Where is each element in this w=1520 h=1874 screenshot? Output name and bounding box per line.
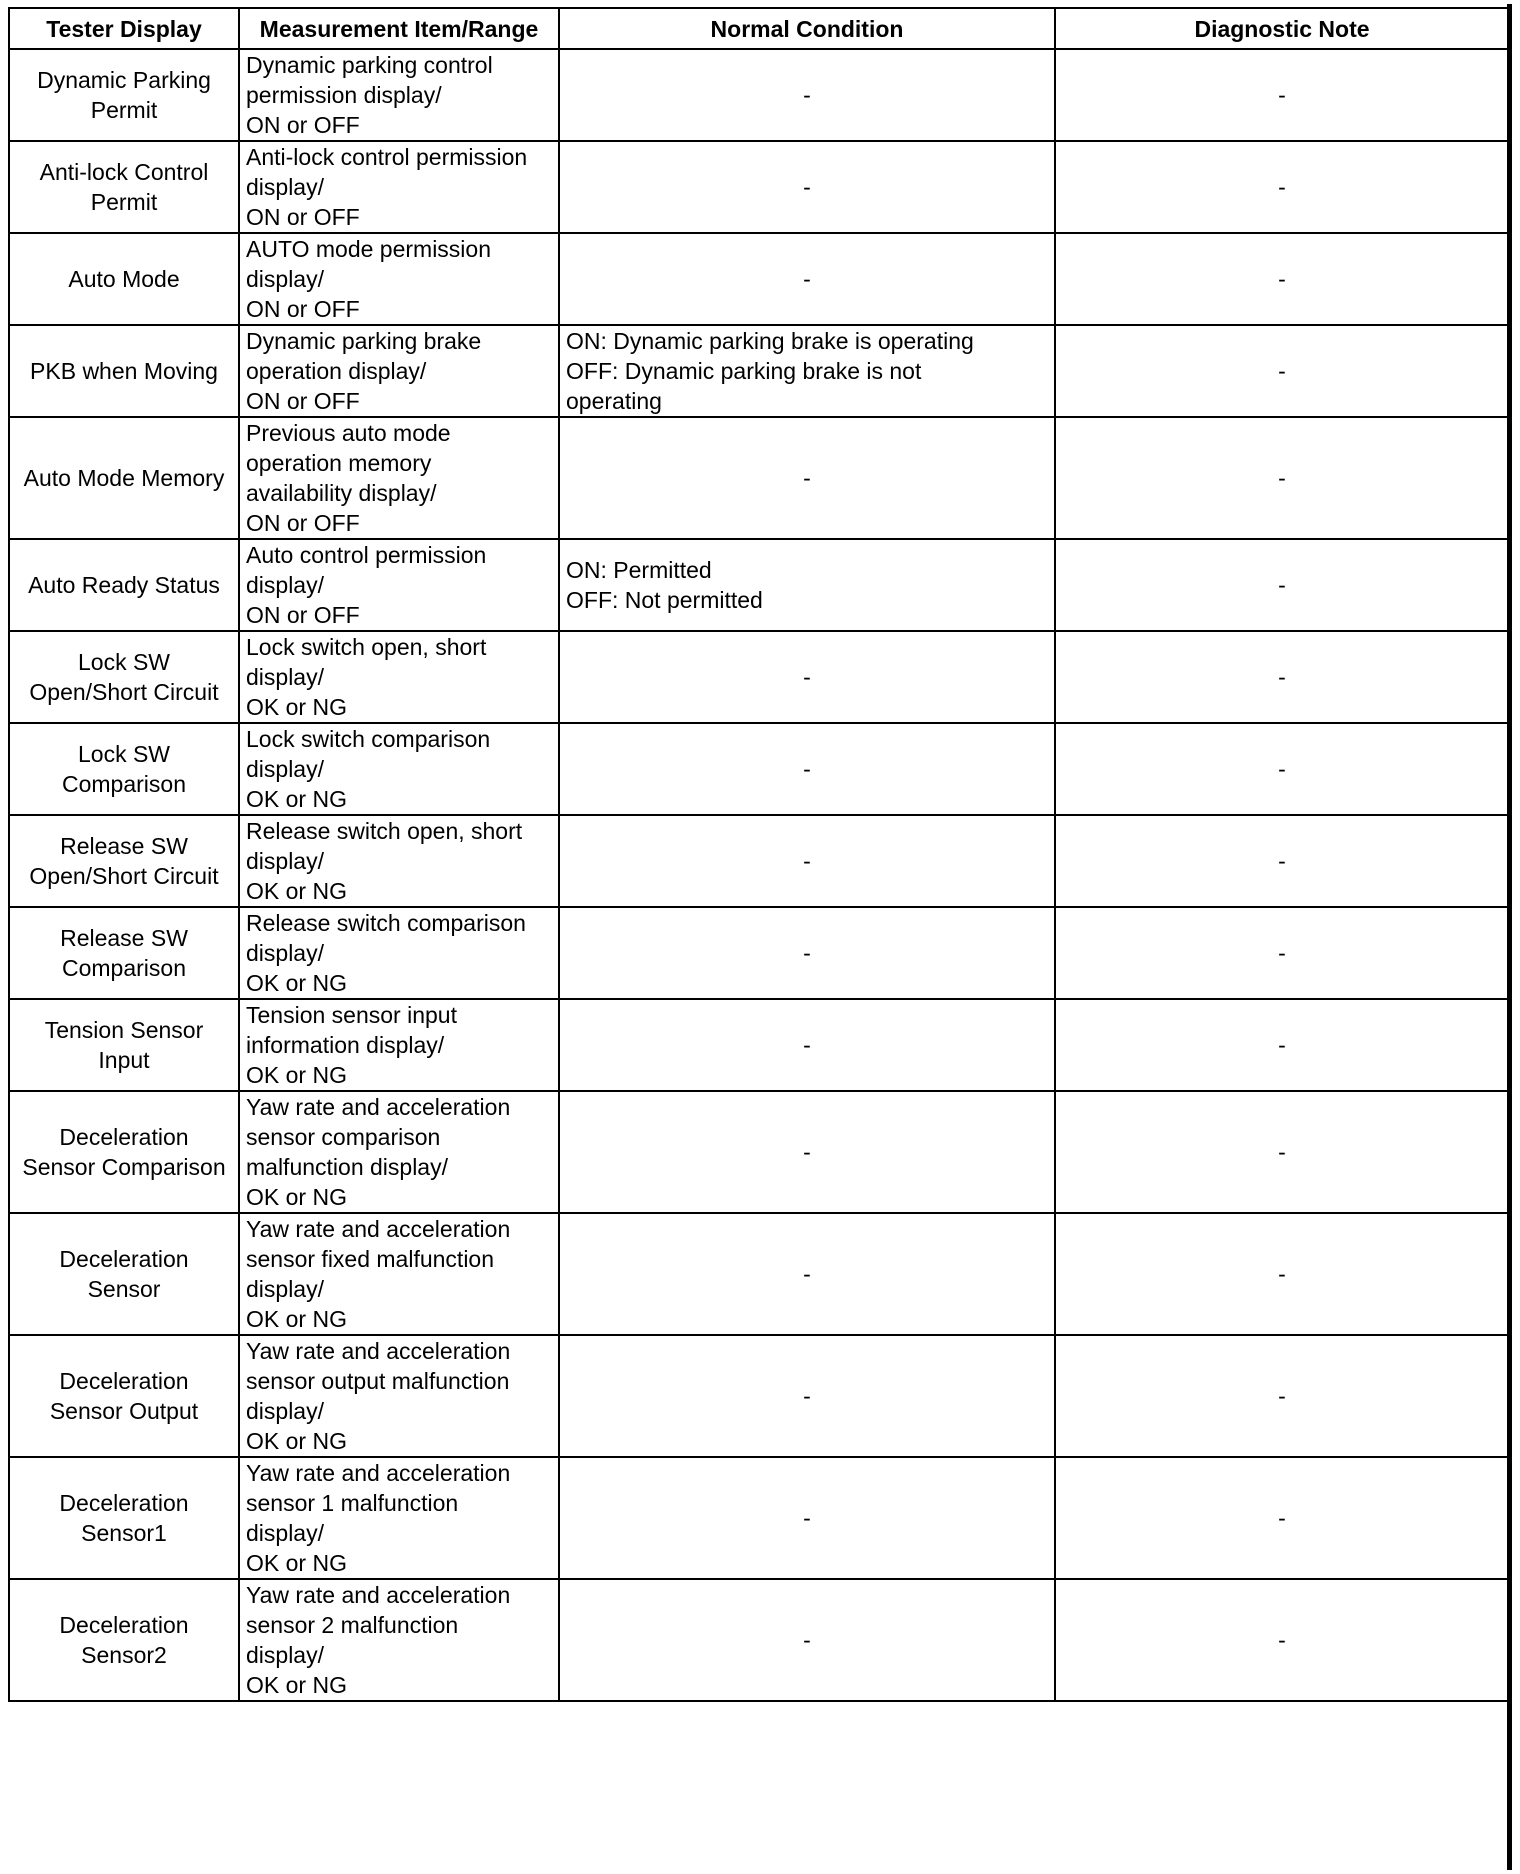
measurement-range-cell [239,233,559,325]
table-row [9,233,1509,325]
normal-condition-cell [559,723,1055,815]
tester-display-cell [9,1335,239,1457]
tester-display-cell-text: Dynamic Parking Permit [37,67,211,123]
normal-condition-cell-text: - [803,1032,811,1058]
table-row [9,723,1509,815]
normal-condition-cell [559,1335,1055,1457]
measurement-range-cell [239,1213,559,1335]
diagnostic-note-cell [1055,1091,1509,1213]
diagnostic-note-cell-text: - [1278,358,1286,384]
measurement-range-cell [239,141,559,233]
tester-display-cell [9,49,239,141]
table-row [9,1457,1509,1579]
diagnostic-note-cell-text: - [1278,940,1286,966]
diagnostic-note-cell-text: - [1278,82,1286,108]
measurement-range-cell [239,49,559,141]
tester-display-cell [9,417,239,539]
measurement-range-cell-text: Dynamic parking control permission display/ ON or OFF [246,52,493,138]
table-row [9,1213,1509,1335]
tester-display-cell-text: Auto Mode Memory [23,465,225,491]
normal-condition-cell [559,999,1055,1091]
diagnostic-note-cell-text: - [1278,572,1286,598]
header-normal-condition: Normal Condition [559,8,1055,49]
diagnostic-note-cell [1055,907,1509,999]
measurement-range-cell [239,325,559,417]
normal-condition-cell [559,907,1055,999]
tester-display-cell-text: Release SW Comparison [60,925,188,981]
table-row [9,539,1509,631]
normal-condition-cell [559,233,1055,325]
diagnostic-note-cell [1055,723,1509,815]
table-row [9,141,1509,233]
measurement-range-cell [239,1091,559,1213]
diagnostic-note-cell [1055,141,1509,233]
tester-display-cell-text: PKB when Moving [30,358,218,384]
tester-display-cell-text: Tension Sensor Input [44,1017,204,1073]
tester-display-cell [9,723,239,815]
normal-condition-cell-text: - [803,940,811,966]
data-monitor-table [8,7,1510,1702]
diagnostic-note-cell-text: - [1278,1505,1286,1531]
normal-condition-cell [559,141,1055,233]
diagnostic-note-cell [1055,233,1509,325]
measurement-range-cell [239,999,559,1091]
tester-display-cell [9,999,239,1091]
diagnostic-note-cell [1055,1335,1509,1457]
normal-condition-cell-text: - [803,1139,811,1165]
diagnostic-note-cell-text: - [1278,174,1286,200]
table-row [9,325,1509,417]
tester-display-cell [9,631,239,723]
measurement-range-cell [239,1457,559,1579]
tester-display-cell [9,815,239,907]
diagnostic-note-cell [1055,631,1509,723]
diagnostic-note-cell [1055,1579,1509,1701]
diagnostic-note-cell [1055,815,1509,907]
diagnostic-note-cell-text: - [1278,266,1286,292]
tester-display-cell-text: Anti-lock Control Permit [39,159,209,215]
diagnostic-note-cell-text: - [1278,465,1286,491]
normal-condition-cell-text: ON: Permitted OFF: Not permitted [566,557,763,613]
tester-display-cell-text: Release SW Open/Short Circuit [29,833,219,889]
table-row [9,1335,1509,1457]
measurement-range-cell [239,907,559,999]
table-row [9,417,1509,539]
normal-condition-cell [559,539,1055,631]
table-row [9,631,1509,723]
diagnostic-note-cell-text: - [1278,1261,1286,1287]
diagnostic-note-cell [1055,1457,1509,1579]
normal-condition-cell-text: ON: Dynamic parking brake is operating OFF: Dynamic parking brake is not operating [566,328,974,414]
tester-display-cell-text: Deceleration Sensor Comparison [22,1124,226,1180]
measurement-range-cell [239,539,559,631]
tester-display-cell-text: Deceleration Sensor [59,1246,189,1302]
diagnostic-note-cell [1055,49,1509,141]
diagnostic-note-cell [1055,999,1509,1091]
diagnostic-note-cell-text: - [1278,1627,1286,1653]
tester-display-cell [9,907,239,999]
diagnostic-note-cell [1055,539,1509,631]
measurement-range-cell-text: Tension sensor input information display/ OK or NG [246,1002,457,1088]
tester-display-cell [9,1213,239,1335]
measurement-range-cell-text: AUTO mode permission display/ ON or OFF [246,236,491,322]
tester-display-cell-text: Deceleration Sensor2 [59,1612,189,1668]
normal-condition-cell-text: - [803,82,811,108]
tester-display-cell [9,539,239,631]
measurement-range-cell-text: Anti-lock control permission display/ ON or OFF [246,144,528,230]
measurement-range-cell-text: Lock switch comparison display/ OK or NG [246,726,491,812]
measurement-range-cell-text: Release switch open, short display/ OK or NG [246,818,523,904]
tester-display-cell-text: Lock SW Open/Short Circuit [29,649,219,705]
normal-condition-cell [559,1213,1055,1335]
normal-condition-cell-text: - [803,266,811,292]
measurement-range-cell-text: Lock switch open, short display/ OK or NG [246,634,487,720]
measurement-range-cell [239,1335,559,1457]
normal-condition-cell [559,1457,1055,1579]
normal-condition-cell [559,1579,1055,1701]
diagnostic-note-cell [1055,417,1509,539]
header-tester-display: Tester Display [9,8,239,49]
tester-display-cell [9,1579,239,1701]
normal-condition-cell-text: - [803,1627,811,1653]
measurement-range-cell-text: Release switch comparison display/ OK or NG [246,910,526,996]
table-row [9,999,1509,1091]
measurement-range-cell [239,815,559,907]
normal-condition-cell [559,325,1055,417]
diagnostic-note-cell [1055,325,1509,417]
normal-condition-cell-text: - [803,1261,811,1287]
tester-display-cell-text: Deceleration Sensor Output [49,1368,199,1424]
normal-condition-cell-text: - [803,1383,811,1409]
tester-display-cell-text: Deceleration Sensor1 [59,1490,189,1546]
measurement-range-cell-text: Previous auto mode operation memory availability display/ ON or OFF [246,420,451,536]
tester-display-cell [9,325,239,417]
normal-condition-cell [559,631,1055,723]
tester-display-cell [9,1091,239,1213]
normal-condition-cell-text: - [803,756,811,782]
diagnostic-note-cell-text: - [1278,1139,1286,1165]
measurement-range-cell-text: Auto control permission display/ ON or OFF [246,542,487,628]
normal-condition-cell [559,49,1055,141]
normal-condition-cell-text: - [803,465,811,491]
measurement-range-cell [239,631,559,723]
measurement-range-cell-text: Yaw rate and acceleration sensor output malfunction display/ OK or NG [246,1338,511,1454]
tester-display-cell [9,141,239,233]
table-row [9,1579,1509,1701]
table-body [9,49,1509,1701]
header-diagnostic-note: Diagnostic Note [1055,8,1509,49]
tester-display-cell [9,1457,239,1579]
table-row [9,907,1509,999]
table-row [9,815,1509,907]
measurement-range-cell-text: Yaw rate and acceleration sensor comparison malfunction display/ OK or NG [246,1094,511,1210]
tester-display-cell [9,233,239,325]
tester-display-cell-text: Auto Mode [68,266,180,292]
table-header-row [9,8,1509,49]
measurement-range-cell-text: Yaw rate and acceleration sensor 2 malfunction display/ OK or NG [246,1582,511,1698]
diagnostic-note-cell-text: - [1278,664,1286,690]
diagnostic-note-cell-text: - [1278,756,1286,782]
normal-condition-cell [559,815,1055,907]
measurement-range-cell [239,1579,559,1701]
tester-display-cell-text: Lock SW Comparison [62,741,186,797]
diagnostic-note-cell-text: - [1278,848,1286,874]
diagnostic-note-cell-text: - [1278,1032,1286,1058]
measurement-range-cell-text: Dynamic parking brake operation display/ ON or OFF [246,328,482,414]
measurement-range-cell [239,723,559,815]
measurement-range-cell-text: Yaw rate and acceleration sensor fixed malfunction display/ OK or NG [246,1216,511,1332]
normal-condition-cell-text: - [803,1505,811,1531]
normal-condition-cell [559,1091,1055,1213]
tester-display-cell-text: Auto Ready Status [28,572,220,598]
diagnostic-note-cell-text: - [1278,1383,1286,1409]
normal-condition-cell [559,417,1055,539]
measurement-range-cell-text: Yaw rate and acceleration sensor 1 malfunction display/ OK or NG [246,1460,511,1576]
table-row [9,1091,1509,1213]
normal-condition-cell-text: - [803,664,811,690]
normal-condition-cell-text: - [803,848,811,874]
measurement-range-cell [239,417,559,539]
header-measurement-range: Measurement Item/Range [239,8,559,49]
diagnostic-note-cell [1055,1213,1509,1335]
normal-condition-cell-text: - [803,174,811,200]
table-row [9,49,1509,141]
